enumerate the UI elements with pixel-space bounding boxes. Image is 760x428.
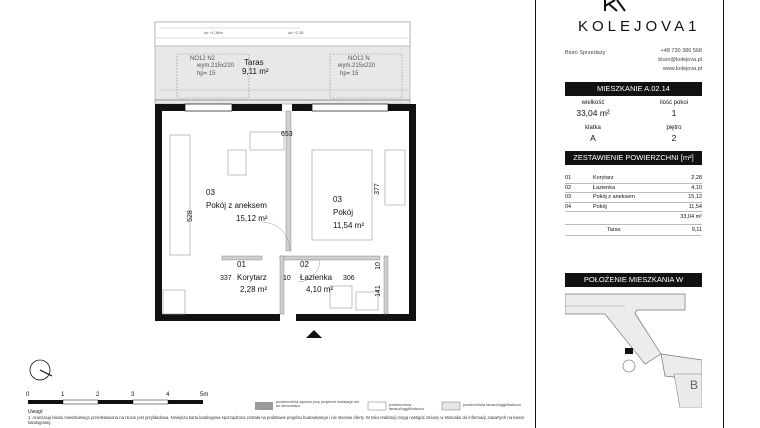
- location-title-bar: POŁOŻENIE MIESZKANIA W: [565, 273, 702, 287]
- contact-phone: +48 730 386 568: [660, 48, 702, 54]
- sidebar-divider-left: [535, 0, 536, 428]
- room-01-area: 2,28 m²: [240, 285, 268, 294]
- window-right-code: NO12 N: [348, 56, 370, 62]
- room-03a-name: Pokój z aneksem: [206, 201, 267, 210]
- row-name: Korytarz: [593, 175, 614, 182]
- room-01-name: Korytarz: [237, 273, 267, 282]
- dim-653: 653: [281, 131, 293, 138]
- scale-tick-4: 4: [166, 392, 170, 398]
- room-03a-number: 03: [206, 188, 215, 197]
- entrance-arrow-icon: [306, 330, 322, 338]
- dim-10b: 10: [374, 262, 382, 270]
- apartment-marker: [625, 348, 633, 354]
- stair-label: klatka: [585, 125, 601, 131]
- office-label: Biuro Sprzedaży: [565, 50, 606, 56]
- building-label: B: [690, 378, 699, 392]
- contact-email[interactable]: biuro@kolejova.pl: [658, 57, 702, 63]
- rooms-label: ilość pokoi: [659, 100, 688, 106]
- table-row: [565, 203, 702, 213]
- logo-mark-icon: [601, 0, 629, 12]
- room-02-name: Łazienka: [300, 273, 333, 282]
- room-01-number: 01: [237, 260, 246, 269]
- area-value: 33,04 m²: [576, 108, 610, 118]
- top-note-1: ok.+1,36m: [204, 30, 223, 35]
- row-value: 11,54: [688, 204, 702, 211]
- dim-141: 141: [374, 285, 382, 297]
- row-name: Łazienka: [593, 184, 616, 191]
- floor-value: 2: [671, 133, 677, 143]
- table-row: [565, 193, 702, 203]
- dim-528: 528: [186, 210, 194, 222]
- terrace-area: 9,11 m²: [242, 67, 269, 76]
- top-note-2: ok.+2,35: [288, 30, 304, 35]
- window-left-hp: hp= 15: [197, 71, 216, 77]
- terrace-name: Taras: [244, 58, 264, 67]
- dim-377: 377: [373, 183, 381, 195]
- row-value: 4,10: [691, 184, 702, 191]
- room-03b-name: Pokój: [333, 208, 354, 217]
- apartment-title-bar: MIESZKANIE A.02.14: [565, 82, 702, 96]
- row-name: Pokój z aneksem: [593, 194, 635, 201]
- room-03b-area: 11,54 m²: [333, 221, 364, 230]
- legend-text-1: powierzchnia zgodna przy projekcie instalacje sie do demontażu: [276, 400, 359, 409]
- legend-text-2: powierzchnia tarasu/loggii/balkonu: [389, 403, 424, 412]
- row-number: 02: [565, 184, 572, 191]
- total-row: [565, 212, 702, 221]
- scale-unit: 5m: [200, 392, 209, 398]
- scale-tick-0: 0: [26, 392, 30, 398]
- row-value: 15,12: [688, 194, 702, 201]
- notes-title: Uwagi:: [28, 409, 44, 415]
- terrace-value: 9,11: [691, 227, 702, 233]
- stair-value: A: [590, 133, 596, 143]
- table-row: [565, 174, 702, 184]
- row-value: 2,28: [691, 175, 702, 182]
- contact-web[interactable]: www.kolejova.pl: [662, 66, 702, 72]
- row-number: 04: [565, 204, 572, 211]
- table-row: [565, 184, 702, 194]
- window-right-dim: wym.215x220: [338, 63, 376, 69]
- scale-tick-3: 3: [131, 392, 135, 398]
- dim-306: 306: [343, 275, 355, 282]
- sidebar-divider-right: [723, 0, 724, 428]
- areas-table: [565, 174, 702, 221]
- terrace-label: Taras: [607, 227, 621, 233]
- brand-logo: KOLEJOVA1: [578, 18, 701, 35]
- rooms-value: 1: [671, 108, 677, 118]
- legend-text-3: powierzchnia tarasu/loggii/balkonu: [463, 403, 522, 407]
- room-03a-area: 15,12 m²: [236, 214, 268, 223]
- terrace-row: [565, 224, 702, 236]
- scale-tick-1: 1: [61, 392, 65, 398]
- areas-title-bar: ZESTAWIENIE POWIERZCHNI [m²]: [565, 151, 702, 165]
- room-03b-number: 03: [333, 195, 342, 204]
- floor-label: piętro: [666, 125, 682, 131]
- total-value: 33,04 m²: [680, 213, 702, 220]
- window-left-dim: wym.215x220: [197, 63, 235, 69]
- window-left-code: NO12 N2: [190, 56, 216, 62]
- notes-text: 1. Aranżacja lokalu mieszkalnego przedstawiona na rzucie jest przykładowa. Niniejsza karta katalogowa sporządzona została na podstawie projektu budowlanego i nie stanowi oferty. W toku realizacji mogą nastąpić zmiany w stosunku do informacji zawartych na karcie katalogowej.: [28, 415, 525, 425]
- room-02-number: 02: [300, 260, 309, 269]
- area-label: wielkość: [581, 100, 605, 106]
- room-02-area: 4,10 m²: [306, 285, 334, 294]
- window-right-hp: hp= 15: [340, 71, 359, 77]
- row-name: Pokój: [593, 204, 607, 211]
- building-location-map: [565, 290, 702, 408]
- row-number: 01: [565, 175, 572, 182]
- scale-tick-2: 2: [96, 392, 100, 398]
- dim-10a: 10: [283, 275, 291, 282]
- row-number: 03: [565, 194, 572, 201]
- dim-337: 337: [220, 275, 232, 282]
